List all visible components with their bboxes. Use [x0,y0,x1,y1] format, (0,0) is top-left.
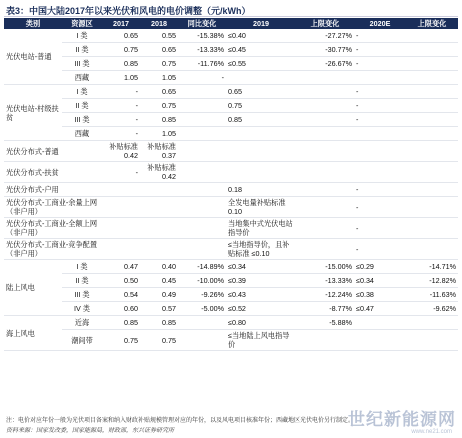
col-header-2017: 2017 [102,18,140,29]
cell-price-2018: 补贴标准 0.42 [140,162,178,183]
cell-region: I 类 [62,260,102,274]
table-row [4,43,458,57]
cell-price-2019: ≤0.43 [226,288,296,302]
cell-yoy-change [178,197,226,218]
cell-price-2020e [354,316,406,330]
cell-price-2020e: - [354,57,406,71]
cell-price-2019: 0.85 [226,113,296,127]
cell-cap-change-2020 [406,197,458,218]
cell-yoy-change: - [178,71,226,85]
cell-price-2020e: ≤0.38 [354,288,406,302]
cell-cap-change-2020 [406,218,458,239]
cell-cap-change-2020 [406,183,458,197]
cell-cap-change-2020 [406,85,458,99]
cell-cap-change-2020 [406,71,458,85]
cell-price-2017: - [102,85,140,99]
cell-price-2018: 补贴标准 0.37 [140,141,178,162]
cell-price-2018: 0.40 [140,260,178,274]
cell-price-2017: 0.65 [102,29,140,43]
cell-yoy-change [178,141,226,162]
cell-price-2019: 当地集中式光伏电站指导价 [226,218,296,239]
cell-category: 光伏电站-村级扶贫 [4,85,62,141]
cell-price-2018 [140,197,178,218]
cell-price-2018: 0.49 [140,288,178,302]
cell-category: 光伏分布式-工商业-全额上网（非户用） [4,218,102,239]
cell-cap-change-2019: -5.88% [296,316,354,330]
cell-price-2017: 0.60 [102,302,140,316]
table-row [4,274,458,288]
cell-cap-change-2020 [406,43,458,57]
cell-price-2019 [226,162,296,183]
cell-cap-change-2019 [296,141,354,162]
cell-price-2019 [226,141,296,162]
cell-cap-change-2020 [406,316,458,330]
cell-region: 近海 [62,316,102,330]
col-header-region: 资源区 [62,18,102,29]
cell-price-2019: ≤当地指导价，且补贴标准 ≤0.10 [226,239,296,260]
table-row [4,99,458,113]
cell-cap-change-2020 [406,239,458,260]
cell-yoy-change [178,99,226,113]
cell-price-2020e: - [354,29,406,43]
cell-cap-change-2019 [296,239,354,260]
table-row [4,29,458,43]
col-header-cap-change-2020: 上限变化 [406,18,458,29]
table-body [4,29,458,351]
cell-price-2017: 0.75 [102,43,140,57]
watermark-url: www.ne21.com [411,429,452,435]
footer-source: 资料来源：国家发改委，国家能源局，财政部，东兴证券研究所 [6,428,175,434]
cell-cap-change-2020 [406,141,458,162]
col-header-category: 类别 [4,18,62,29]
cell-price-2017: 0.75 [102,330,140,351]
cell-cap-change-2019 [296,85,354,99]
table-row [4,85,458,99]
cell-category: 光伏分布式-扶贫 [4,162,102,183]
cell-category: 光伏分布式-工商业-竞争配置（非户用） [4,239,102,260]
cell-price-2018: 0.55 [140,29,178,43]
cell-price-2017: - [102,99,140,113]
cell-price-2018: 0.57 [140,302,178,316]
header-row [4,18,458,29]
cell-cap-change-2020: -12.82% [406,274,458,288]
col-header-cap-change-2019: 上限变化 [296,18,354,29]
cell-price-2017 [102,197,140,218]
cell-price-2020e: - [354,113,406,127]
table-row [4,183,458,197]
cell-yoy-change [178,218,226,239]
cell-region: III 类 [62,288,102,302]
cell-price-2018: 0.75 [140,99,178,113]
cell-region: I 类 [62,85,102,99]
table-row [4,127,458,141]
cell-price-2020e: - [354,183,406,197]
cell-price-2020e: ≤0.29 [354,260,406,274]
cell-category: 陆上风电 [4,260,62,316]
cell-price-2018: 0.65 [140,43,178,57]
cell-cap-change-2020: -9.62% [406,302,458,316]
cell-region: I 类 [62,29,102,43]
cell-yoy-change: -9.26% [178,288,226,302]
cell-region: 西藏 [62,71,102,85]
col-header-2018: 2018 [140,18,178,29]
cell-region: II 类 [62,99,102,113]
col-header-yoy: 同比变化 [178,18,226,29]
cell-yoy-change [178,162,226,183]
footer-note: 注：电价对应年份一般为光伏项目备案和纳入财政补贴规模管理对应的年份，以及风电项目核准年份；西藏地区光伏电价另行制定。 [6,418,355,424]
cell-cap-change-2019: -8.77% [296,302,354,316]
cell-price-2017 [102,183,140,197]
table-row [4,302,458,316]
cell-cap-change-2019 [296,162,354,183]
cell-price-2018: 0.75 [140,330,178,351]
cell-price-2019: ≤0.55 [226,57,296,71]
cell-yoy-change [178,85,226,99]
cell-category: 光伏分布式-工商业-余量上网（非户用） [4,197,102,218]
cell-price-2017: 0.50 [102,274,140,288]
cell-category: 光伏分布式-普通 [4,141,102,162]
cell-yoy-change: -11.76% [178,57,226,71]
cell-price-2017: 0.85 [102,316,140,330]
cell-price-2019: 0.75 [226,99,296,113]
cell-yoy-change: -10.00% [178,274,226,288]
cell-category: 光伏电站-普通 [4,29,62,85]
cell-cap-change-2019: -30.77% [296,43,354,57]
cell-cap-change-2020: -11.63% [406,288,458,302]
cell-region: III 类 [62,113,102,127]
cell-price-2019: ≤0.40 [226,29,296,43]
cell-yoy-change [178,330,226,351]
cell-price-2018 [140,218,178,239]
cell-price-2020e: - [354,239,406,260]
cell-cap-change-2020 [406,57,458,71]
cell-yoy-change: -14.89% [178,260,226,274]
cell-cap-change-2020 [406,162,458,183]
cell-price-2018 [140,183,178,197]
table-row [4,71,458,85]
cell-price-2020e: - [354,99,406,113]
cell-price-2017: 0.47 [102,260,140,274]
cell-region: III 类 [62,57,102,71]
watermark-logo: 世纪新能源网 [348,410,456,429]
cell-price-2020e [354,330,406,351]
cell-yoy-change: -5.00% [178,302,226,316]
table-row [4,316,458,330]
cell-price-2017: 补贴标准 0.42 [102,141,140,162]
col-header-2019: 2019 [226,18,296,29]
table-row [4,239,458,260]
table-row [4,218,458,239]
cell-cap-change-2019: -12.24% [296,288,354,302]
table-row [4,162,458,183]
table-row [4,113,458,127]
cell-yoy-change [178,316,226,330]
cell-price-2018: 1.05 [140,71,178,85]
cell-category: 光伏分布式-户用 [4,183,102,197]
cell-price-2018: 0.85 [140,316,178,330]
cell-price-2017 [102,218,140,239]
cell-yoy-change: -15.38% [178,29,226,43]
cell-price-2020e: ≤0.47 [354,302,406,316]
cell-price-2017: 1.05 [102,71,140,85]
cell-price-2020e [354,162,406,183]
cell-price-2018: 0.75 [140,57,178,71]
title-divider [4,16,458,17]
col-header-2020e: 2020E [354,18,406,29]
cell-category: 海上风电 [4,316,62,351]
cell-price-2019: ≤0.45 [226,43,296,57]
cell-price-2020e [354,141,406,162]
cell-cap-change-2019: -13.33% [296,274,354,288]
cell-cap-change-2019 [296,183,354,197]
cell-price-2018: 1.05 [140,127,178,141]
table-row [4,330,458,351]
price-table [4,18,458,351]
cell-yoy-change: -13.33% [178,43,226,57]
cell-price-2019 [226,127,296,141]
cell-cap-change-2019 [296,99,354,113]
cell-price-2018: 0.65 [140,85,178,99]
cell-price-2019: ≤0.39 [226,274,296,288]
table-row [4,141,458,162]
table-row [4,260,458,274]
cell-yoy-change [178,239,226,260]
cell-cap-change-2019 [296,113,354,127]
table-row [4,288,458,302]
cell-cap-change-2019: -27.27% [296,29,354,43]
cell-cap-change-2019 [296,127,354,141]
cell-region: 潮间带 [62,330,102,351]
cell-price-2019: ≤当地陆上风电指导价 [226,330,296,351]
cell-price-2020e: - [354,43,406,57]
cell-price-2019: 0.18 [226,183,296,197]
cell-price-2019: ≤0.80 [226,316,296,330]
cell-price-2017: - [102,127,140,141]
cell-price-2020e: - [354,218,406,239]
cell-region: 西藏 [62,127,102,141]
cell-cap-change-2019: -15.00% [296,260,354,274]
cell-region: IV 类 [62,302,102,316]
cell-price-2017: - [102,113,140,127]
cell-price-2019: ≤0.52 [226,302,296,316]
cell-price-2019 [226,71,296,85]
cell-price-2018: 0.85 [140,113,178,127]
cell-cap-change-2020 [406,99,458,113]
cell-price-2017: 0.54 [102,288,140,302]
cell-cap-change-2019 [296,197,354,218]
cell-price-2020e: - [354,85,406,99]
cell-yoy-change [178,113,226,127]
cell-cap-change-2019 [296,71,354,85]
cell-cap-change-2019 [296,330,354,351]
cell-price-2020e [354,127,406,141]
cell-yoy-change [178,183,226,197]
cell-cap-change-2020 [406,330,458,351]
cell-region: II 类 [62,274,102,288]
cell-cap-change-2020 [406,113,458,127]
cell-price-2017: 0.85 [102,57,140,71]
cell-price-2017 [102,239,140,260]
cell-cap-change-2020 [406,127,458,141]
cell-yoy-change [178,127,226,141]
table-row [4,197,458,218]
cell-region: II 类 [62,43,102,57]
cell-cap-change-2020 [406,29,458,43]
cell-price-2020e: ≤0.34 [354,274,406,288]
cell-cap-change-2020: -14.71% [406,260,458,274]
cell-price-2019: ≤0.34 [226,260,296,274]
cell-price-2018 [140,239,178,260]
cell-price-2017: - [102,162,140,183]
cell-price-2018: 0.45 [140,274,178,288]
table-title: 表3：中国大陆2017年以来光伏和风电的电价调整（元/kWh） [6,6,251,16]
cell-price-2020e [354,71,406,85]
cell-price-2020e: - [354,197,406,218]
table-row [4,57,458,71]
cell-cap-change-2019 [296,218,354,239]
cell-cap-change-2019: -26.67% [296,57,354,71]
cell-price-2019: 全发电量补贴标准 0.10 [226,197,296,218]
cell-price-2019: 0.65 [226,85,296,99]
